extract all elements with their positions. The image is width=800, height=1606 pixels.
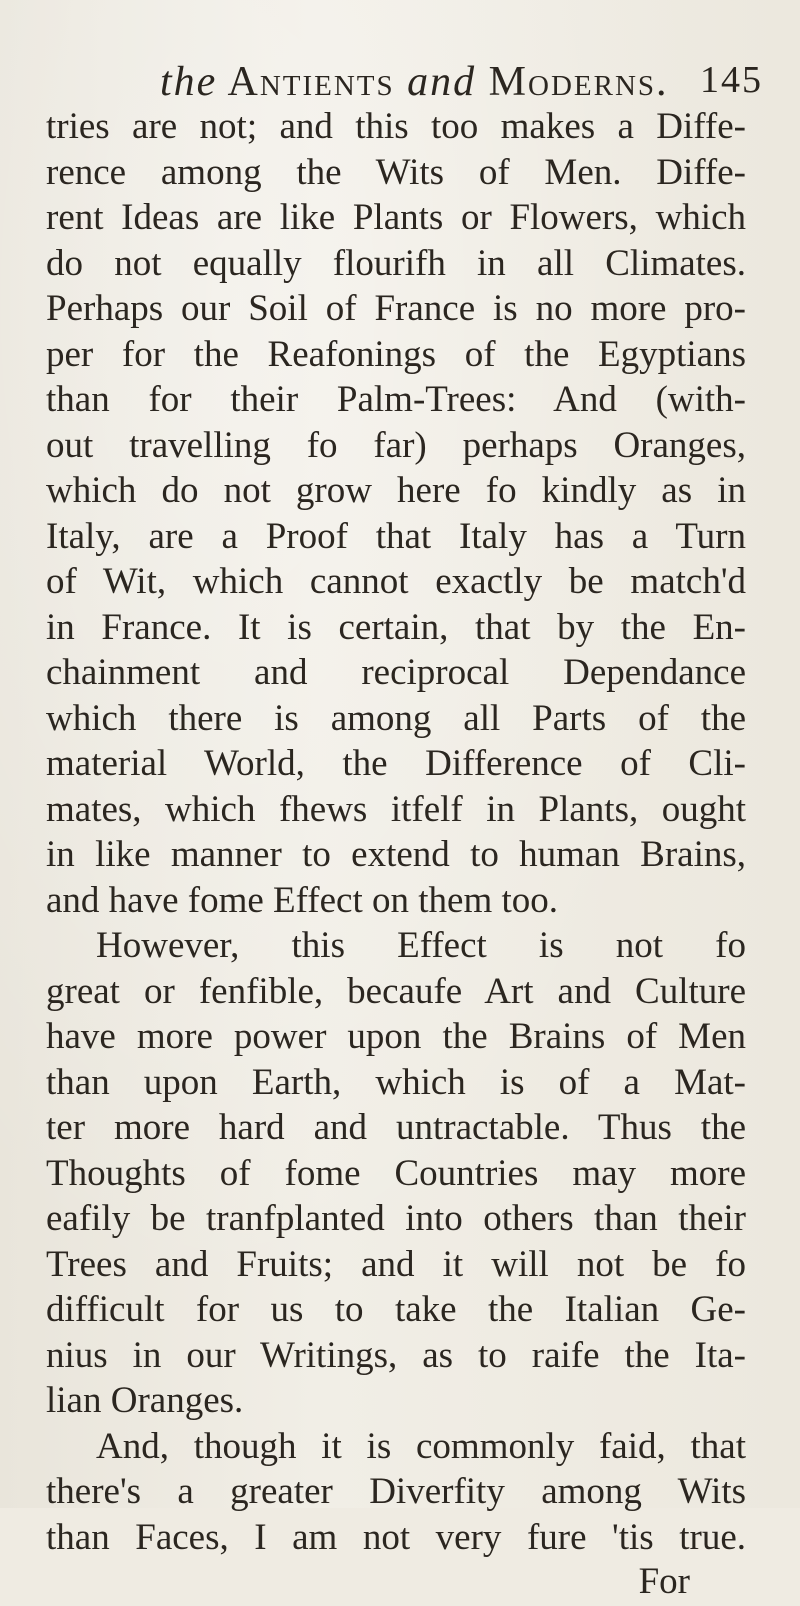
- text-line: tries are not; and this too makes a Diffe-: [46, 106, 746, 147]
- text-line: Perhaps our Soil of France is no more pro-: [46, 288, 746, 329]
- text-line: Thoughts of fome Countries may more: [46, 1152, 746, 1194]
- text-line: have more power upon the Brains of Men: [46, 1016, 746, 1057]
- text-line: Italy, are a Proof that Italy has a Turn: [46, 515, 746, 557]
- page-number: 145: [700, 59, 763, 101]
- text-line: which do not grow here fo kindly as in: [46, 470, 746, 511]
- catchword-line: [46, 1560, 746, 1606]
- text-line: mates, which fhews itfelf in Plants, ought: [46, 788, 746, 830]
- text-line: material World, the Difference of Cli-: [46, 743, 746, 784]
- running-head-and: and: [407, 59, 477, 105]
- text-line: rence among the Wits of Men. Diffe-: [46, 151, 746, 193]
- paragraph-start: However, this Effect is not fo: [96, 925, 746, 966]
- text-line: out travelling fo far) perhaps Oranges,: [46, 424, 746, 466]
- text-line: and have fome Effect on them too.: [46, 879, 559, 921]
- text-line: nius in our Writings, as to raife the Ita-: [46, 1334, 746, 1376]
- running-head-antients: Antients: [227, 59, 395, 105]
- text-line: per for the Reafonings of the Egyptians: [46, 333, 746, 375]
- page-header: [0, 58, 800, 108]
- text-line: rent Ideas are like Plants or Flowers, which: [46, 197, 746, 238]
- text-line: of Wit, which cannot exactly be match'd: [46, 561, 746, 602]
- catchword: For: [638, 1561, 690, 1602]
- text-line: in France. It is certain, that by the En-: [46, 606, 746, 648]
- running-head-article: the: [160, 59, 218, 105]
- text-line: Trees and Fruits; and it will not be fo: [46, 1243, 746, 1285]
- text-line: which there is among all Parts of the: [46, 697, 746, 739]
- text-line: in like manner to extend to human Brains,: [46, 834, 746, 875]
- text-line: than upon Earth, which is of a Mat-: [46, 1061, 746, 1103]
- text-line: difficult for us to take the Italian Ge-: [46, 1289, 746, 1330]
- body-text: [46, 104, 746, 1606]
- text-line: lian Oranges.: [46, 1380, 244, 1421]
- text-line: than for their Palm-Trees: And (with-: [46, 379, 746, 420]
- text-line: than Faces, I am not very fure 'tis true.: [46, 1516, 746, 1558]
- text-line: eafily be tranfplanted into others than their: [46, 1198, 746, 1239]
- text-line: there's a greater Diverfity among Wits: [46, 1471, 746, 1512]
- text-line: chainment and reciprocal Dependance: [46, 652, 746, 693]
- running-head-moderns: Moderns.: [488, 59, 669, 105]
- running-head: [160, 58, 669, 106]
- paragraph-start: And, though it is commonly faid, that: [96, 1425, 746, 1467]
- text-line: do not equally flourifh in all Climates.: [46, 242, 746, 284]
- text-line: ter more hard and untractable. Thus the: [46, 1107, 746, 1148]
- text-line: great or fenfible, becaufe Art and Culture: [46, 970, 746, 1012]
